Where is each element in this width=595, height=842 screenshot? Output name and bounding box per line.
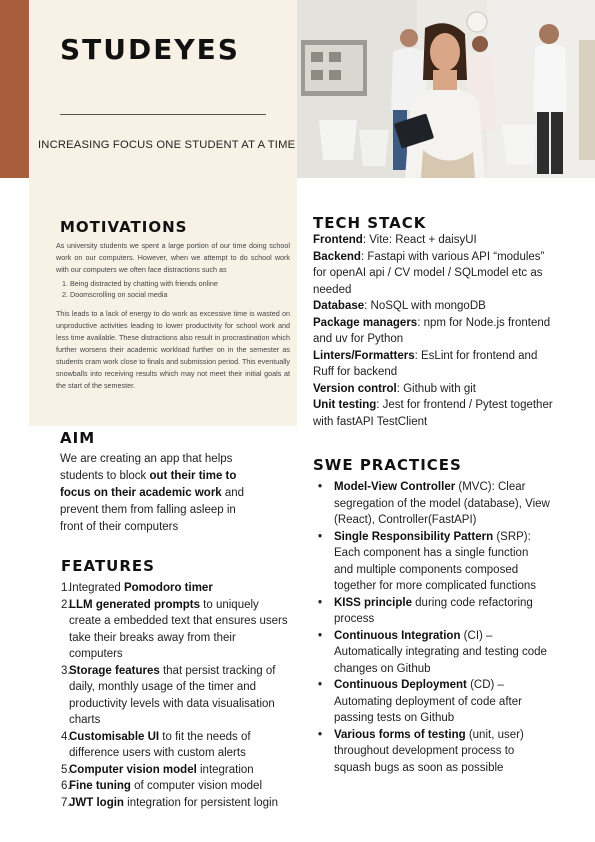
tech-stack-item (313, 381, 553, 398)
features-heading: FEATURES (61, 557, 155, 575)
swe-practices-list (318, 479, 550, 776)
tech-value: : NoSQL with mongoDB (364, 300, 486, 312)
list-item: 2. Doomscrolling on social media (70, 289, 290, 300)
list-number: 2. (61, 598, 71, 611)
practice-name: Continuous Deployment (334, 679, 467, 691)
practice-name: Model-View Controller (334, 481, 456, 493)
list-item (61, 795, 291, 812)
list-text (69, 795, 291, 812)
list-item (318, 529, 550, 595)
tech-value: : Jest for frontend / Pytest together with fastAPI TestClient (313, 399, 553, 428)
list-item (61, 729, 291, 762)
list-text (69, 762, 291, 779)
feature-name: Computer vision model (69, 763, 197, 776)
feature-text: that persist tracking of daily, monthly usage of the timer and productivity levels with data visualisation charts (69, 664, 276, 726)
tech-label: Backend (313, 250, 361, 263)
list-item (61, 778, 291, 795)
bullet-icon: • (318, 596, 323, 609)
list-item: 1. Being distracted by chatting with friends online (70, 278, 290, 289)
list-text (334, 479, 550, 529)
list-item (318, 479, 550, 529)
list-item (318, 628, 550, 678)
list-number: 4. (61, 730, 71, 743)
motivations-list (70, 278, 290, 300)
list-number: 1. (61, 582, 71, 594)
feature-name: Pomodoro timer (123, 582, 213, 594)
feature-text: to uniquely create a embedded text that ensures users take their breaks away from their computers (69, 598, 288, 660)
aim-text: and prevent them from falling asleep in front of their computers (60, 487, 245, 533)
tech-label: Package managers (313, 316, 418, 329)
tech-label: Version control (313, 382, 397, 395)
practice-name: Various forms of testing (334, 728, 466, 741)
list-item (61, 663, 291, 729)
accent-bar (0, 0, 29, 178)
list-number: 3. (61, 664, 71, 677)
practice-text: (CI) – Automatically integrating and testing code changes on Github (334, 629, 547, 675)
list-text (69, 778, 291, 795)
practice-text: (CD) – Automating deployment of code after passing tests on Github (334, 679, 522, 724)
list-text (69, 580, 291, 597)
feature-name: Fine tuning (69, 780, 131, 792)
tech-stack-item (313, 249, 553, 299)
list-item (61, 580, 291, 597)
tech-label: Database (313, 300, 365, 312)
bullet-icon: • (318, 629, 323, 642)
feature-text: of computer vision model (130, 780, 263, 792)
tagline: INCREASING FOCUS ONE STUDENT AT A TIME (38, 139, 296, 151)
title-divider (60, 114, 266, 115)
swe-practices-heading: SWE PRACTICES (313, 456, 462, 474)
aim-text: We are creating an app that helps students to block (60, 453, 233, 482)
list-text (69, 597, 291, 663)
page-title: STUDEYES (60, 33, 240, 66)
feature-text: to fit the needs of difference users with custom alerts (69, 730, 251, 759)
feature-name: Customisable UI (69, 730, 160, 743)
tech-value: : Github with git (396, 382, 476, 395)
motivations-conclusion: This leads to a lack of energy to do work as excessive time is wasted on unproductive activities leading to lower productivity for school work and less time available. These distractions also result in procrastination which further worsens their academic workload further on in the semester as students cram work close to finals and submission period. This eventually snowballs into receiving results which may not meet their initial goals at the start of the semester. (56, 309, 290, 390)
list-text (334, 677, 550, 727)
tech-stack-list (313, 232, 553, 430)
practice-name: KISS principle (334, 596, 412, 609)
tech-stack-item (313, 232, 553, 249)
practice-name: Continuous Integration (334, 629, 461, 642)
aim-emphasis: out their time to focus on their academic work (60, 470, 237, 499)
bullet-icon: • (318, 679, 323, 691)
list-item (61, 762, 291, 779)
feature-text: Integrated (69, 582, 124, 594)
tech-stack-item (313, 348, 553, 381)
features-list (61, 580, 291, 811)
tech-label: Linters/Formatters (313, 349, 415, 362)
list-text (69, 729, 291, 762)
list-number: 6. (61, 780, 71, 792)
practice-text: (SRP): Each component has a single function and multiple components composed together for more complicated functions (334, 530, 536, 592)
tech-value: : npm for Node.js frontend and uv for Python (313, 316, 551, 345)
aim-heading: AIM (60, 429, 96, 447)
practice-text: (MVC): Clear segregation of the model (database), View (React), Controller(FastAPI) (334, 481, 550, 526)
list-item (318, 677, 550, 727)
tech-stack-heading: TECH STACK (313, 214, 427, 232)
list-item (318, 595, 550, 628)
list-text (334, 595, 550, 628)
tech-stack-item (313, 298, 553, 315)
team-photo (297, 0, 595, 178)
motivations-body (56, 240, 290, 392)
list-text (334, 628, 550, 678)
bullet-icon: • (318, 728, 323, 741)
feature-name: LLM generated prompts (69, 598, 200, 611)
list-text (69, 663, 291, 729)
practice-text: (unit, user) throughout development process to squash bugs as soon as possible (334, 728, 524, 774)
tech-label: Frontend (313, 234, 363, 246)
tech-value: : Fastapi with various API “modules” for openAI api / CV model / SQLmodel etc as needed (313, 250, 545, 296)
tech-stack-item (313, 397, 553, 430)
tech-value: : EsLint for frontend and Ruff for backend (313, 349, 538, 378)
motivations-heading: MOTIVATIONS (60, 218, 188, 236)
list-item (318, 727, 550, 777)
list-number: 7. (61, 796, 71, 809)
practice-name: Single Responsibility Pattern (334, 530, 494, 543)
feature-text: integration for persistent login (123, 796, 278, 809)
feature-name: JWT login (69, 796, 124, 809)
practice-text: during code refactoring process (334, 596, 533, 625)
list-text (334, 727, 550, 777)
tech-value: : Vite: React + daisyUI (362, 234, 477, 246)
feature-text: integration (196, 763, 254, 776)
tech-label: Unit testing (313, 399, 377, 411)
header-panel (29, 0, 297, 178)
list-number: 5. (61, 763, 71, 776)
list-item (61, 597, 291, 663)
aim-body (60, 451, 260, 536)
tech-stack-item (313, 315, 553, 348)
motivations-intro: As university students we spent a large portion of our time doing school work on our computers. However, when we attempt to do school work with our computers we often face distractions such as (56, 241, 290, 274)
feature-name: Storage features (69, 664, 160, 677)
list-text (334, 529, 550, 595)
bullet-icon: • (318, 481, 323, 493)
bullet-icon: • (318, 530, 323, 543)
